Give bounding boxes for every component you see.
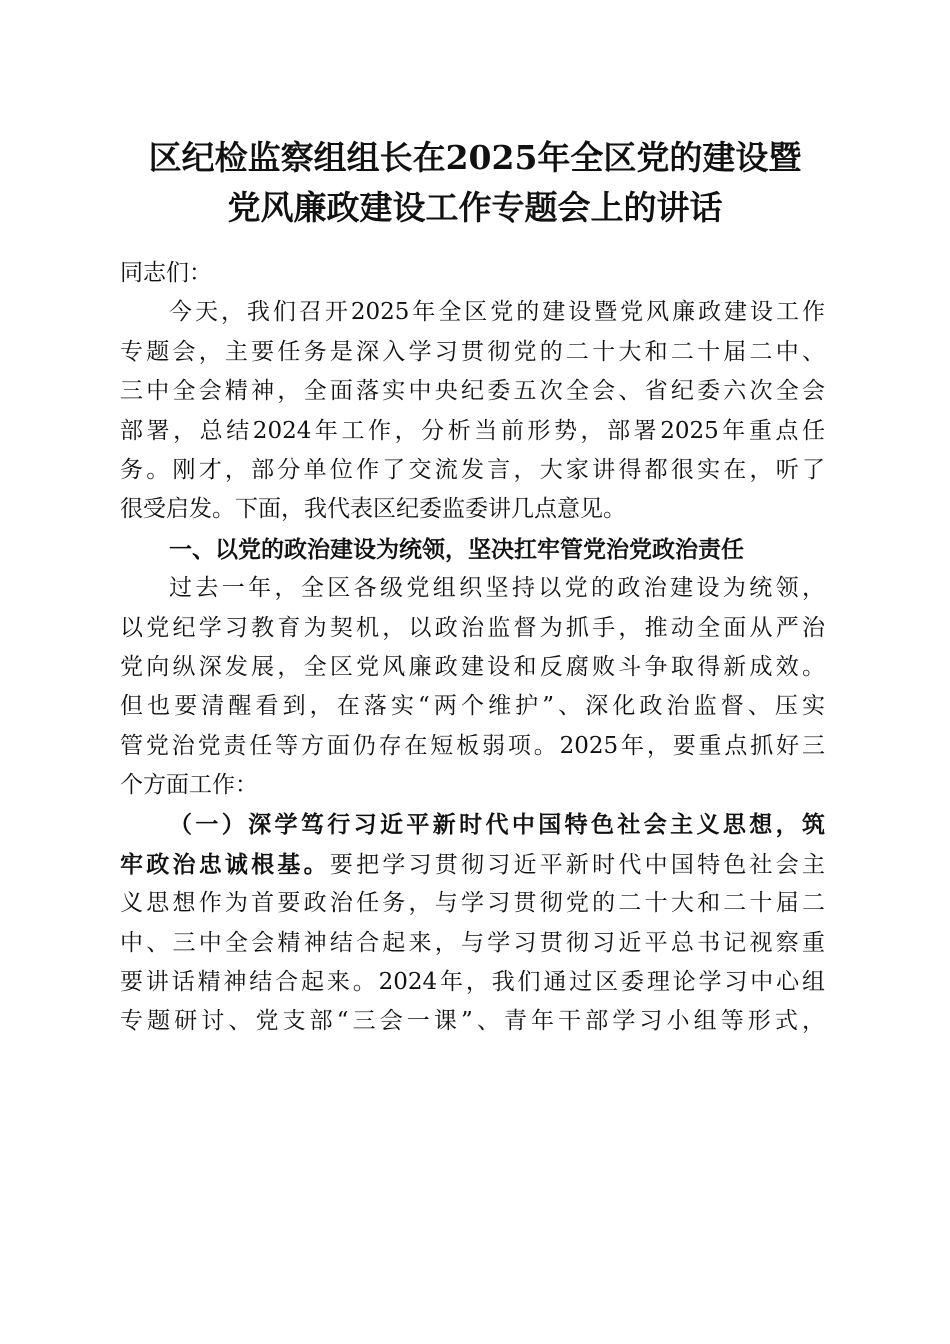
subsection-1-heading: （一）深学笃行习近平新时代中国特色社会主义思想，筑 bbox=[169, 811, 825, 839]
salutation: 同志们： bbox=[120, 260, 212, 286]
paragraph-2-line: 个方面工作： bbox=[120, 772, 258, 799]
document-title-line-1: 区纪检监察组组长在2025年全区党的建设暨 bbox=[148, 138, 802, 177]
subsection-1-line: 义思想作为首要政治任务，与学习贯彻党的二十大和二十届二 bbox=[120, 890, 825, 917]
subsection-1-line: 中、三中全会精神结合起来，与学习贯彻习近平总书记视察重 bbox=[120, 929, 825, 956]
subsection-1-line: 要讲话精神结合起来。2024年，我们通过区委理论学习中心组 bbox=[120, 969, 825, 996]
subsection-1-heading-end: 牢政治忠诚根基。 bbox=[120, 850, 330, 878]
paragraph-1-line: 专题会，主要任务是深入学习贯彻党的二十大和二十届二中、 bbox=[120, 338, 825, 365]
paragraph-2-line: 以党纪学习教育为契机，以政治监督为抓手，推动全面从严治 bbox=[120, 614, 825, 641]
paragraph-2-line: 过去一年，全区各级党组织坚持以党的政治建设为统领， bbox=[169, 575, 825, 602]
paragraph-2-line: 但也要清醒看到，在落实“两个维护”、深化政治监督、压实 bbox=[120, 693, 825, 720]
paragraph-1-line: 很受启发。下面，我代表区纪委监委讲几点意见。 bbox=[120, 496, 626, 523]
subsection-1-line: 专题研讨、党支部“三会一课”、青年干部学习小组等形式， bbox=[120, 1008, 825, 1035]
document-body bbox=[120, 254, 825, 1042]
paragraph-2-line: 党向纵深发展，全区党风廉政建设和反腐败斗争取得新成效。 bbox=[120, 653, 825, 680]
paragraph-2-line: 管党治党责任等方面仍存在短板弱项。2025年，要重点抓好三 bbox=[120, 732, 825, 759]
section-1-heading: 一、以党的政治建设为统领，坚决扛牢管党治党政治责任 bbox=[169, 535, 744, 563]
subsection-1-line-rest: 要把学习贯彻习近平新时代中国特色社会主 bbox=[329, 851, 825, 878]
paragraph-1-line: 务。刚才，部分单位作了交流发言，大家讲得都很实在，听了 bbox=[120, 456, 825, 483]
document-title-line-2: 党风廉政建设工作专题会上的讲话 bbox=[227, 188, 723, 227]
paragraph-1-line: 今天，我们召开2025年全区党的建设暨党风廉政建设工作 bbox=[169, 299, 825, 326]
subsection-1-line bbox=[120, 845, 825, 884]
paragraph-1-line: 三中全会精神，全面落实中央纪委五次全会、省纪委六次全会 bbox=[120, 378, 825, 405]
paragraph-1-line: 部署，总结2024年工作，分析当前形势，部署2025年重点任 bbox=[120, 417, 825, 444]
